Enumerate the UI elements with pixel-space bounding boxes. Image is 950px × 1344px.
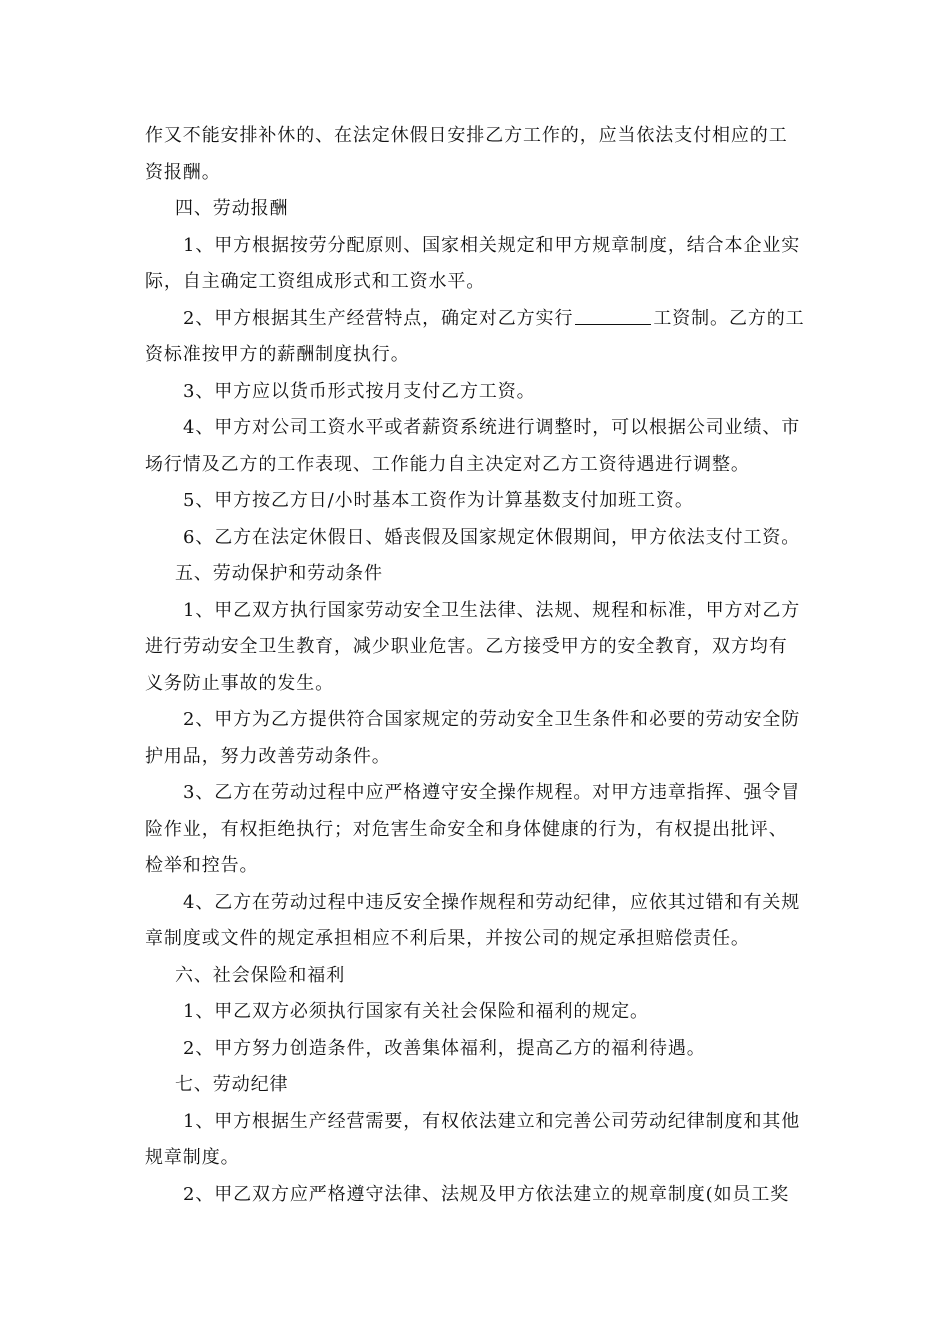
paragraph-line: 6、乙方在法定休假日、婚丧假及国家规定休假期间，甲方依法支付工资。 [183,526,801,548]
section-heading-5: 五、劳动保护和劳动条件 [175,563,383,584]
paragraph-line: 险作业，有权拒绝执行；对危害生命安全和身体健康的行为，有权提出批评、 [145,818,788,840]
section-heading-7: 七、劳动纪律 [175,1074,289,1095]
paragraph-line: 护用品，努力改善劳动条件。 [145,745,391,767]
paragraph-line: 5、甲方按乙方日/小时基本工资作为计算基数支付加班工资。 [183,490,694,511]
paragraph-line: 2、甲方努力创造条件，改善集体福利，提高乙方的福利待遇。 [183,1037,706,1059]
paragraph-line: 际，自主确定工资组成形式和工资水平。 [145,271,486,292]
paragraph-line: 作又不能安排补休的、在法定休假日安排乙方工作的，应当依法支付相应的工 [145,125,788,146]
paragraph-line: 资标准按甲方的薪酬制度执行。 [145,344,410,365]
fill-in-blank[interactable] [575,306,651,325]
paragraph-line: 规章制度。 [145,1147,240,1168]
paragraph-line: 3、甲方应以货币形式按月支付乙方工资。 [183,380,536,402]
paragraph-line: 4、甲方对公司工资水平或者薪资系统进行调整时，可以根据公司业绩、市 [183,417,801,438]
paragraph-line: 3、乙方在劳动过程中应严格遵守安全操作规程。对甲方违章指挥、强令冒 [183,782,801,803]
paragraph-line: 义务防止事故的发生。 [145,672,334,694]
paragraph-line: 检举和控告。 [145,855,259,876]
paragraph-text: 2、甲方根据其生产经营特点，确定对乙方实行 [183,307,574,329]
paragraph-line: 1、甲方根据按劳分配原则、国家相关规定和甲方规章制度，结合本企业实 [183,234,801,256]
paragraph-line: 1、甲方根据生产经营需要，有权依法建立和完善公司劳动纪律制度和其他 [183,1110,801,1132]
paragraph-line-with-blank [145,301,811,338]
paragraph-line: 章制度或文件的规定承担相应不利后果，并按公司的规定承担赔偿责任。 [145,928,750,949]
document-body [145,118,811,1213]
paragraph-text: 工资制。乙方的工 [653,307,805,329]
paragraph-line: 场行情及乙方的工作表现、工作能力自主决定对乙方工资待遇进行调整。 [145,453,750,475]
paragraph-line: 进行劳动安全卫生教育，减少职业危害。乙方接受甲方的安全教育，双方均有 [145,636,788,657]
section-heading-6: 六、社会保险和福利 [175,964,346,986]
section-heading-4: 四、劳动报酬 [175,198,289,219]
paragraph-line: 资报酬。 [145,161,221,183]
paragraph-line: 2、甲方为乙方提供符合国家规定的劳动安全卫生条件和必要的劳动安全防 [183,709,801,730]
paragraph-line: 4、乙方在劳动过程中违反安全操作规程和劳动纪律，应依其过错和有关规 [183,891,801,913]
paragraph-line: 1、甲乙双方执行国家劳动安全卫生法律、法规、规程和标准，甲方对乙方 [183,599,801,621]
paragraph-line: 1、甲乙双方必须执行国家有关社会保险和福利的规定。 [183,1001,649,1022]
paragraph-line: 2、甲乙双方应严格遵守法律、法规及甲方依法建立的规章制度(如员工奖 [183,1183,790,1205]
